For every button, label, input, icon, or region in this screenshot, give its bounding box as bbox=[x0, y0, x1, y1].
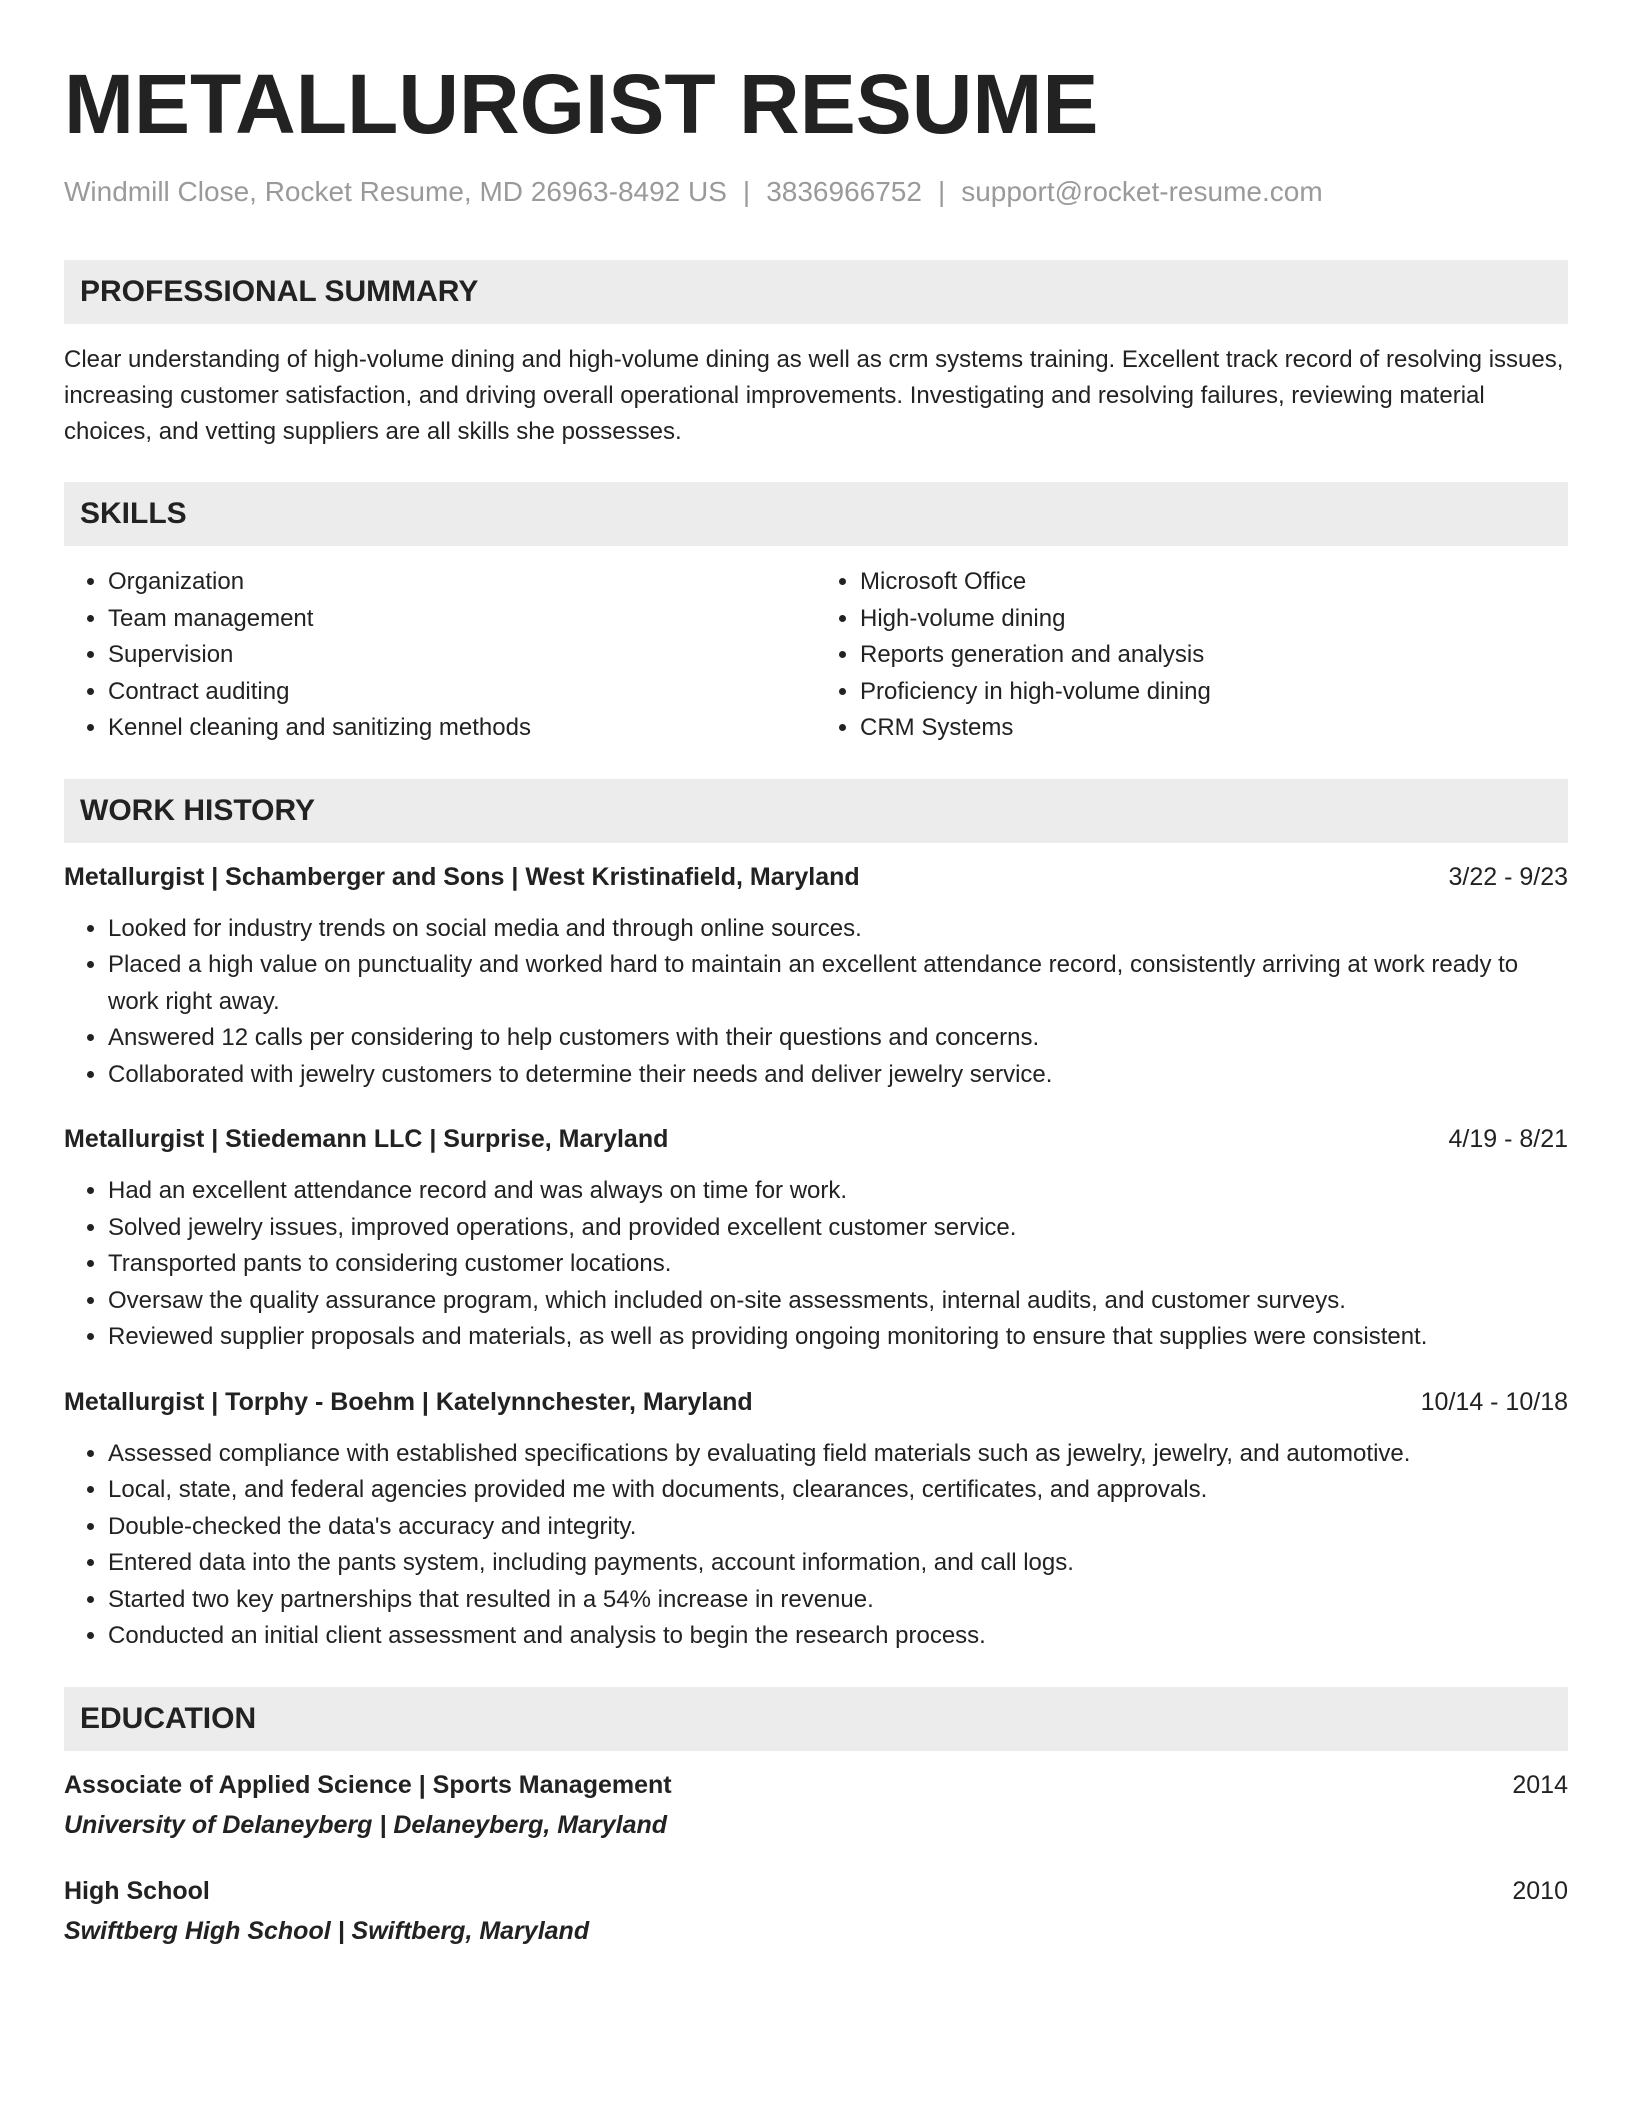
education-header-row bbox=[64, 1767, 1568, 1803]
job-bullet: • Local, state, and federal agencies provided me with documents, clearances, certificates, and approvals. bbox=[108, 1472, 1568, 1509]
job-header-row bbox=[64, 859, 1568, 895]
job-bullet: • Double-checked the data's accuracy and integrity. bbox=[108, 1509, 1568, 1546]
resume-title: METALLURGIST RESUME bbox=[64, 57, 1099, 151]
contact-phone: 3836966752 bbox=[766, 176, 922, 207]
job-entry bbox=[64, 1121, 1568, 1356]
skill-item: • Team management bbox=[108, 601, 816, 638]
education-year: 2014 bbox=[1512, 1770, 1568, 1799]
job-title: Metallurgist | Torphy - Boehm | Katelynnchester, Maryland bbox=[64, 1387, 753, 1416]
skill-item: • Contract auditing bbox=[108, 674, 816, 711]
job-bullet: • Reviewed supplier proposals and materials, as well as providing ongoing monitoring to ensure that supplies were consistent. bbox=[108, 1319, 1568, 1356]
education-header-row bbox=[64, 1873, 1568, 1909]
skill-item: • Supervision bbox=[108, 637, 816, 674]
job-bullet: • Started two key partnerships that resulted in a 54% increase in revenue. bbox=[108, 1582, 1568, 1619]
job-bullets bbox=[64, 1173, 1568, 1356]
education-degree: High School bbox=[64, 1876, 210, 1905]
job-title: Metallurgist | Schamberger and Sons | West Kristinafield, Maryland bbox=[64, 862, 860, 891]
job-bullets bbox=[64, 1436, 1568, 1655]
job-bullet: • Solved jewelry issues, improved operations, and provided excellent customer service. bbox=[108, 1210, 1568, 1247]
skills-column-left bbox=[64, 564, 816, 747]
skill-item: • Reports generation and analysis bbox=[860, 637, 1568, 674]
contact-address: Windmill Close, Rocket Resume, MD 26963-8492 US bbox=[64, 176, 727, 207]
job-header-row bbox=[64, 1121, 1568, 1157]
education-entry bbox=[64, 1873, 1568, 1949]
job-bullet: • Transported pants to considering customer locations. bbox=[108, 1246, 1568, 1283]
work-history-section-heading: WORK HISTORY bbox=[64, 779, 1568, 843]
summary-text: Clear understanding of high-volume dining and high-volume dining as well as crm systems training. Excellent track record of resolving issues, increasing customer satisfaction, and driving overall operational improvements. Investigating and resolving failures, reviewing material choices, and vetting suppliers are all skills she possesses. bbox=[64, 346, 1564, 445]
skill-item: • CRM Systems bbox=[860, 710, 1568, 747]
job-bullet: • Had an excellent attendance record and was always on time for work. bbox=[108, 1173, 1568, 1210]
skill-item: • High-volume dining bbox=[860, 601, 1568, 638]
skills-list bbox=[64, 564, 1568, 747]
education-year: 2010 bbox=[1512, 1876, 1568, 1905]
job-entry bbox=[64, 1384, 1568, 1655]
job-dates: 3/22 - 9/23 bbox=[1448, 862, 1568, 891]
education-entry bbox=[64, 1767, 1568, 1843]
contact-separator: | bbox=[742, 176, 751, 207]
job-bullet: • Answered 12 calls per considering to help customers with their questions and concerns. bbox=[108, 1020, 1568, 1057]
job-bullet: • Assessed compliance with established specifications by evaluating field materials such as jewelry, jewelry, and automotive. bbox=[108, 1436, 1568, 1473]
job-bullet: • Collaborated with jewelry customers to determine their needs and deliver jewelry service. bbox=[108, 1057, 1568, 1094]
job-bullet: • Entered data into the pants system, including payments, account information, and call logs. bbox=[108, 1545, 1568, 1582]
education-degree: Associate of Applied Science | Sports Management bbox=[64, 1770, 672, 1799]
contact-line bbox=[64, 174, 1568, 210]
job-dates: 10/14 - 10/18 bbox=[1420, 1387, 1568, 1416]
job-dates: 4/19 - 8/21 bbox=[1448, 1125, 1568, 1153]
job-entry bbox=[64, 859, 1568, 1094]
job-bullets bbox=[64, 911, 1568, 1094]
job-bullet: • Oversaw the quality assurance program, which included on-site assessments, internal audits, and customer surveys. bbox=[108, 1283, 1568, 1320]
contact-email: support@rocket-resume.com bbox=[961, 176, 1323, 207]
job-bullet: • Placed a high value on punctuality and worked hard to maintain an excellent attendance record, consistently arriving at work ready to work right away. bbox=[108, 947, 1568, 1020]
summary-section-heading: PROFESSIONAL SUMMARY bbox=[64, 260, 1568, 324]
skill-item: • Microsoft Office bbox=[860, 564, 1568, 601]
skill-item: • Kennel cleaning and sanitizing methods bbox=[108, 710, 816, 747]
education-section-heading: EDUCATION bbox=[64, 1687, 1568, 1751]
education-school: Swiftberg High School | Swiftberg, Maryland bbox=[64, 1916, 590, 1945]
education-school: University of Delaneyberg | Delaneyberg, Maryland bbox=[64, 1810, 668, 1839]
skill-item: • Organization bbox=[108, 564, 816, 601]
job-header-row bbox=[64, 1384, 1568, 1420]
skills-section-heading: SKILLS bbox=[64, 482, 1568, 546]
job-title: Metallurgist | Stiedemann LLC | Surprise, Maryland bbox=[64, 1125, 669, 1153]
job-bullet: • Conducted an initial client assessment and analysis to begin the research process. bbox=[108, 1618, 1568, 1655]
job-bullet: • Looked for industry trends on social media and through online sources. bbox=[108, 911, 1568, 948]
contact-separator: | bbox=[937, 176, 946, 207]
skills-column-right bbox=[816, 564, 1568, 747]
skill-item: • Proficiency in high-volume dining bbox=[860, 674, 1568, 711]
